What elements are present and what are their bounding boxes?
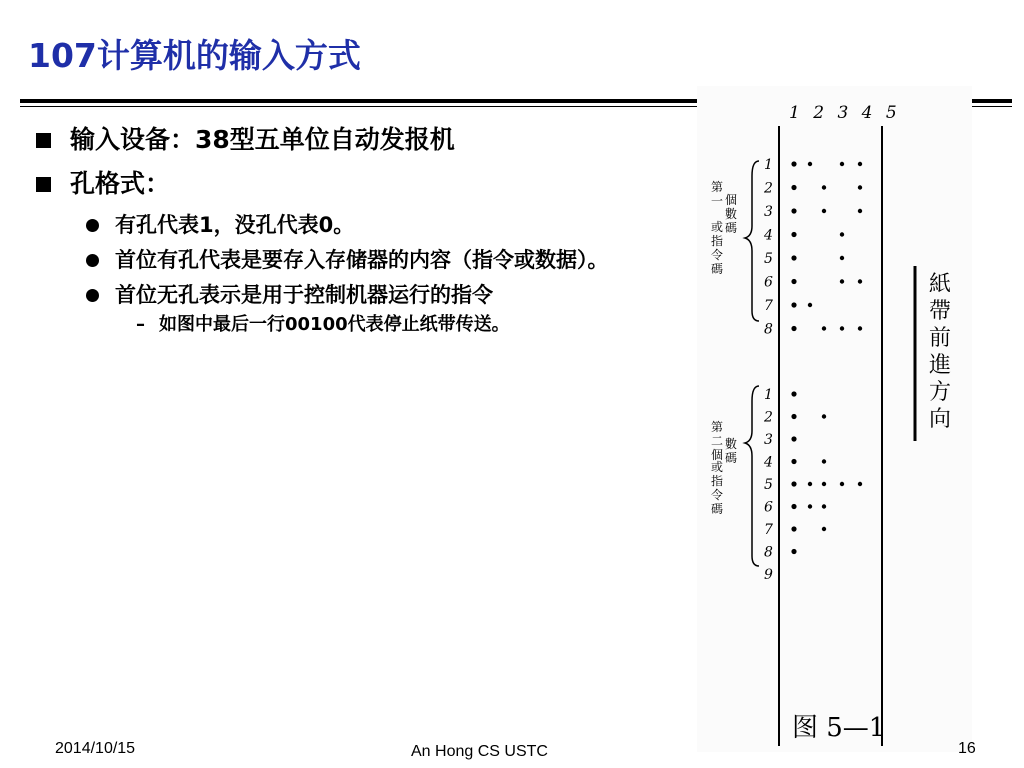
figure-label-char: 碼 bbox=[725, 451, 738, 465]
sub-bullet-text: 首位有孔代表是要存入存储器的内容（指令或数据）。 bbox=[115, 248, 609, 272]
row-number: 9 bbox=[764, 567, 773, 583]
tape-hole bbox=[791, 232, 796, 237]
figure-label-char: 數 bbox=[725, 437, 738, 451]
bullet-hole-format bbox=[32, 162, 682, 206]
group2-label bbox=[711, 420, 737, 516]
tape-hole bbox=[822, 209, 826, 213]
tape-hole bbox=[808, 303, 812, 307]
row-number: 3 bbox=[764, 204, 773, 220]
figure-label-char: 一 bbox=[711, 194, 724, 208]
figure-label-char: 紙 bbox=[929, 272, 952, 297]
tape-hole bbox=[858, 326, 862, 330]
row-number: 5 bbox=[764, 477, 773, 493]
figure-label-char: 碼 bbox=[711, 262, 724, 276]
tape-hole bbox=[840, 162, 844, 166]
row-number: 3 bbox=[764, 432, 773, 448]
tape-hole bbox=[858, 209, 862, 213]
figure-caption: 图 5—1 bbox=[792, 713, 886, 743]
tape-hole bbox=[858, 482, 862, 486]
figure-label-char: 指 bbox=[711, 234, 724, 248]
tape-hole bbox=[791, 279, 796, 284]
group1-brace bbox=[745, 161, 759, 321]
footer-author: An Hong CS USTC bbox=[411, 743, 548, 760]
column-numbers: 1 2 3 4 5 bbox=[789, 103, 901, 123]
figure-label-char: 向 bbox=[929, 407, 952, 432]
tape-hole bbox=[791, 481, 796, 486]
row-number: 2 bbox=[764, 180, 773, 197]
round-bullet-icon bbox=[86, 289, 99, 302]
figure-label-char: 帶 bbox=[929, 299, 952, 324]
tape-hole bbox=[791, 459, 796, 464]
row-number: 7 bbox=[764, 522, 773, 538]
sub-bullet-text: 有孔代表1，没孔代表0。 bbox=[115, 213, 355, 237]
footer-date: 2014/10/15 bbox=[55, 740, 136, 757]
tape-hole bbox=[822, 326, 826, 330]
slide-title: 107计算机的输入方式 bbox=[28, 36, 361, 75]
tape-hole bbox=[822, 185, 826, 189]
group2-rows bbox=[763, 387, 862, 583]
tape-hole bbox=[791, 526, 796, 531]
round-bullet-icon bbox=[86, 254, 99, 267]
row-number: 7 bbox=[764, 298, 773, 314]
tape-hole bbox=[791, 302, 796, 307]
row-number: 5 bbox=[764, 251, 773, 267]
bullet-list bbox=[32, 118, 682, 339]
row-number: 6 bbox=[764, 274, 773, 291]
tape-hole bbox=[791, 208, 796, 213]
tape-hole bbox=[858, 279, 862, 283]
figure-label-char: 指 bbox=[711, 474, 724, 488]
sub-sub-bullet-stop bbox=[32, 311, 682, 339]
tape-hole bbox=[808, 504, 812, 508]
figure-label-char: 或 bbox=[711, 220, 724, 234]
row-number: 1 bbox=[764, 157, 773, 173]
row-number: 8 bbox=[764, 321, 773, 338]
figure-label-char: 第 bbox=[711, 180, 724, 194]
group1-label bbox=[711, 180, 737, 276]
tape-hole bbox=[858, 185, 862, 189]
bullet-input-device bbox=[32, 118, 682, 162]
tape-hole bbox=[822, 527, 826, 531]
figure-label-char: 令 bbox=[711, 488, 724, 502]
footer-page-number: 16 bbox=[958, 740, 976, 757]
bullet-text: 孔格式： bbox=[70, 169, 171, 198]
figure-label-char: 進 bbox=[929, 353, 952, 378]
group2-brace bbox=[745, 386, 759, 566]
tape-hole bbox=[808, 482, 812, 486]
tape-hole bbox=[791, 161, 796, 166]
square-bullet-icon bbox=[36, 133, 51, 148]
direction-label bbox=[929, 272, 951, 432]
tape-hole bbox=[840, 232, 844, 236]
figure-label-char: 第 bbox=[711, 420, 724, 434]
figure-label-char: 碼 bbox=[725, 221, 738, 235]
tape-hole bbox=[791, 504, 796, 509]
figure-label-char: 數 bbox=[725, 207, 738, 221]
figure-label-char: 令 bbox=[711, 248, 724, 262]
tape-hole bbox=[840, 256, 844, 260]
sub-bullet-text: 首位无孔表示是用于控制机器运行的指令 bbox=[115, 283, 493, 307]
figure-label-char: 或 bbox=[711, 460, 724, 474]
tape-hole bbox=[858, 162, 862, 166]
tape-hole bbox=[791, 255, 796, 260]
row-number: 4 bbox=[764, 454, 773, 471]
sub-bullet-hole-meaning bbox=[32, 210, 682, 241]
tape-hole bbox=[840, 326, 844, 330]
tape-hole bbox=[822, 482, 826, 486]
tape-hole bbox=[822, 414, 826, 418]
bullet-text: 输入设备：38型五单位自动发报机 bbox=[70, 125, 455, 154]
dash-bullet-marker: – bbox=[136, 314, 145, 335]
tape-hole bbox=[791, 436, 796, 441]
paper-tape-diagram bbox=[697, 86, 972, 752]
group1-rows bbox=[763, 157, 862, 338]
figure-label-char: 個 bbox=[711, 448, 724, 462]
figure-label-char: 前 bbox=[929, 326, 952, 351]
figure-label-char: 方 bbox=[929, 380, 952, 405]
figure-label-char: 碼 bbox=[711, 502, 724, 516]
sub-bullet-no-first-hole bbox=[32, 280, 682, 311]
round-bullet-icon bbox=[86, 219, 99, 232]
tape-hole bbox=[791, 185, 796, 190]
sub-sub-bullet-text: 如图中最后一行00100代表停止纸带传送。 bbox=[159, 314, 510, 335]
row-number: 6 bbox=[764, 499, 773, 516]
paper-tape-figure bbox=[697, 86, 972, 752]
tape-hole bbox=[840, 482, 844, 486]
tape-hole bbox=[791, 391, 796, 396]
tape-hole bbox=[791, 414, 796, 419]
tape-hole bbox=[840, 279, 844, 283]
figure-label-char: 個 bbox=[725, 193, 738, 207]
tape-hole bbox=[822, 459, 826, 463]
row-number: 8 bbox=[764, 544, 773, 561]
row-number: 1 bbox=[764, 387, 773, 403]
tape-hole bbox=[808, 162, 812, 166]
sub-bullet-first-hole bbox=[32, 245, 675, 276]
tape-hole bbox=[791, 549, 796, 554]
tape-hole bbox=[791, 326, 796, 331]
square-bullet-icon bbox=[36, 177, 51, 192]
tape-hole bbox=[822, 504, 826, 508]
figure-label-char: 二 bbox=[711, 434, 724, 448]
row-number: 4 bbox=[764, 227, 773, 244]
row-number: 2 bbox=[764, 409, 773, 426]
